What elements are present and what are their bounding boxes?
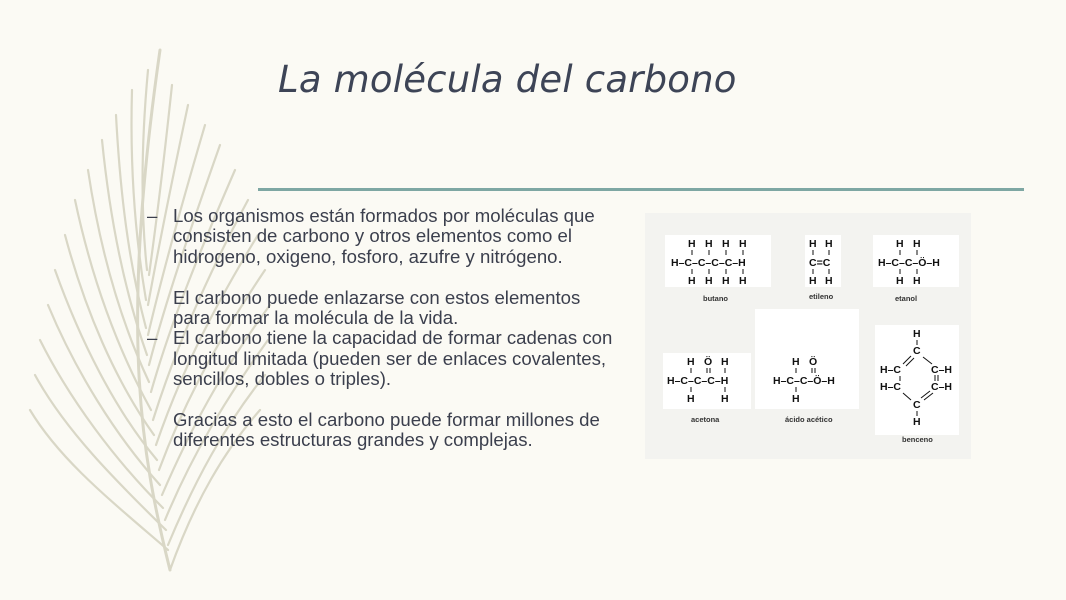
svg-text:H: H — [825, 238, 833, 250]
caption-etileno: etileno — [809, 292, 834, 301]
svg-text:H: H — [809, 275, 817, 287]
svg-text:Ö: Ö — [809, 356, 818, 368]
caption-etanol: etanol — [895, 294, 918, 303]
svg-text:H–C–C–C–C–H: H–C–C–C–C–H — [671, 257, 746, 269]
svg-text:C: C — [913, 399, 921, 411]
svg-text:H: H — [722, 238, 730, 250]
svg-text:H: H — [688, 275, 696, 287]
paragraph-2-text: El carbono puede enlazarse con estos elementos para formar la molécula de la vida. — [173, 286, 581, 329]
title-divider — [258, 188, 1024, 191]
svg-text:C: C — [913, 345, 921, 357]
svg-text:H: H — [739, 275, 747, 287]
svg-text:H: H — [913, 238, 921, 250]
svg-text:H: H — [825, 275, 833, 287]
molecule-structures-figure — [645, 213, 971, 459]
paragraph-2 — [147, 288, 617, 329]
svg-text:H–C–C–Ö–H: H–C–C–Ö–H — [773, 375, 835, 387]
svg-text:H: H — [705, 238, 713, 250]
svg-text:H–C: H–C — [880, 364, 902, 376]
svg-text:H–C–C–Ö–H: H–C–C–Ö–H — [878, 257, 940, 269]
svg-text:H: H — [721, 393, 729, 405]
svg-text:Ö: Ö — [704, 356, 713, 368]
svg-text:H: H — [792, 393, 800, 405]
svg-text:H: H — [792, 356, 800, 368]
slide-body — [147, 206, 617, 451]
svg-text:H: H — [913, 275, 921, 287]
caption-butano: butano — [703, 294, 728, 303]
svg-text:H: H — [688, 238, 696, 250]
paragraph-4 — [147, 410, 617, 451]
svg-text:C=C: C=C — [809, 257, 831, 269]
svg-text:H: H — [913, 328, 921, 340]
svg-text:H–C–C–C–H: H–C–C–C–H — [667, 375, 729, 387]
svg-text:H: H — [896, 275, 904, 287]
svg-text:H–C: H–C — [880, 381, 902, 393]
paragraph-1 — [147, 206, 617, 267]
svg-text:H: H — [913, 416, 921, 428]
caption-benceno: benceno — [902, 435, 933, 444]
svg-text:C–H: C–H — [931, 381, 953, 393]
paragraph-4-text: Gracias a esto el carbono puede formar millones de diferentes estructuras grandes y complejas. — [173, 409, 600, 451]
paragraph-1-text: Los organismos están formados por moléculas que consisten de carbono y otros elementos como el hidrogeno, oxigeno, fosforo, azufre y nitrógeno. — [173, 205, 595, 267]
caption-acetona: acetona — [691, 415, 720, 424]
svg-text:H: H — [722, 275, 730, 287]
bullet-dash: – — [147, 327, 158, 349]
molecule-structures-svg — [645, 213, 971, 459]
bullet-dash: – — [147, 205, 158, 226]
svg-text:H: H — [721, 356, 729, 368]
paragraph-3 — [147, 328, 617, 389]
svg-text:C–H: C–H — [931, 364, 953, 376]
slide-title: La molécula del carbono — [278, 58, 737, 101]
svg-text:H: H — [896, 238, 904, 250]
svg-text:H: H — [739, 238, 747, 250]
svg-text:H: H — [687, 393, 695, 405]
svg-text:H: H — [687, 356, 695, 368]
svg-text:H: H — [809, 238, 817, 250]
paragraph-3-text: El carbono tiene la capacidad de formar cadenas con longitud limitada (pueden ser de enlaces covalentes, sencillos, dobles o triples). — [173, 327, 613, 390]
svg-text:H: H — [705, 275, 713, 287]
caption-acido-acetico: ácido acético — [785, 415, 833, 424]
